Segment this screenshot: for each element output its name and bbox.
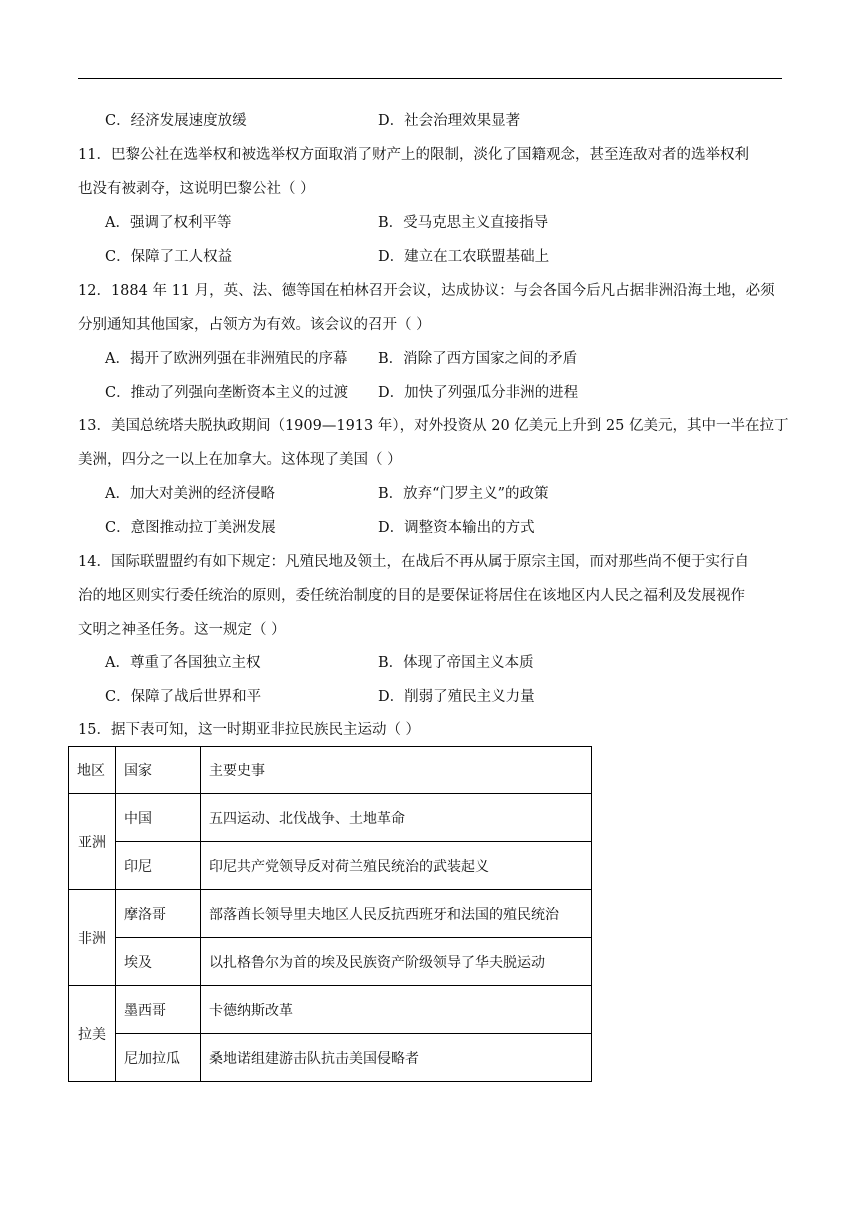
event-cell: 五四运动、北伐战争、土地革命 [201,794,592,842]
q11-option-c[interactable]: C．保障了工人权益 [105,249,233,265]
q13-stem-line2: 美洲，四分之一以上在加拿大。这体现了美国（ ） [78,452,402,468]
header-rule [78,78,782,79]
header-events: 主要史事 [201,747,592,794]
event-cell: 桑地诺组建游击队抗击美国侵略者 [201,1034,592,1082]
country-cell: 印尼 [116,842,201,890]
q11-option-a[interactable]: A．强调了权利平等 [105,215,232,231]
q13-option-b[interactable]: B．放弃“门罗主义”的政策 [378,486,549,502]
q12-stem-line2: 分别通知其他国家，占领方为有效。该会议的召开（ ） [78,317,431,333]
country-cell: 中国 [116,794,201,842]
q10-option-d[interactable]: D．社会治理效果显著 [378,113,521,129]
movements-table [68,746,592,1082]
table-row [69,1034,592,1082]
header-country: 国家 [116,747,201,794]
q12-option-a[interactable]: A．揭开了欧洲列强在非洲殖民的序幕 [105,351,348,367]
q14-option-b[interactable]: B．体现了帝国主义本质 [378,655,534,671]
q13-stem-line1: 13．美国总统塔夫脱执政期间（1909—1913 年），对外投资从 20 亿美元上升到 25 亿美元，其中一半在拉丁 [78,418,789,434]
table-row [69,890,592,938]
country-cell: 墨西哥 [116,986,201,1034]
event-cell: 卡德纳斯改革 [201,986,592,1034]
q12-stem-line1: 12．1884 年 11 月，英、法、德等国在柏林召开会议，达成协议：与会各国今后凡占据非洲沿海土地，必须 [78,283,775,299]
region-cell-latin-america: 拉美 [69,986,116,1082]
q12-option-c[interactable]: C．推动了列强向垄断资本主义的过渡 [105,385,349,401]
q11-stem-line2: 也没有被剥夺，这说明巴黎公社（ ） [78,181,315,197]
q14-stem-line3: 文明之神圣任务。这一规定（ ） [78,622,286,638]
table-row [69,794,592,842]
q11-stem-line1: 11．巴黎公社在选举权和被选举权方面取消了财产上的限制，淡化了国籍观念，甚至连敌对者的选举权利 [78,147,749,163]
q14-option-a[interactable]: A．尊重了各国独立主权 [105,655,261,671]
q12-option-d[interactable]: D．加快了列强瓜分非洲的进程 [378,385,579,401]
q14-option-c[interactable]: C．保障了战后世界和平 [105,689,262,705]
q15-stem: 15．据下表可知，这一时期亚非拉民族民主运动（ ） [78,722,421,738]
q14-stem-line2: 治的地区则实行委任统治的原则，委任统治制度的目的是要保证将居住在该地区内人民之福利及发展视作 [78,588,745,604]
region-cell-africa: 非洲 [69,890,116,986]
country-cell: 尼加拉瓜 [116,1034,201,1082]
q11-option-d[interactable]: D．建立在工农联盟基础上 [378,249,550,265]
table-row [69,842,592,890]
event-cell: 部落酋长领导里夫地区人民反抗西班牙和法国的殖民统治 [201,890,592,938]
event-cell: 印尼共产党领导反对荷兰殖民统治的武装起义 [201,842,592,890]
region-cell-asia: 亚洲 [69,794,116,890]
event-cell: 以扎格鲁尔为首的埃及民族资产阶级领导了华夫脱运动 [201,938,592,986]
country-cell: 埃及 [116,938,201,986]
q13-option-a[interactable]: A．加大对美洲的经济侵略 [105,486,275,502]
q11-option-b[interactable]: B．受马克思主义直接指导 [378,215,549,231]
q14-stem-line1: 14．国际联盟盟约有如下规定：凡殖民地及领土，在战后不再从属于原宗主国，而对那些尚不便于实行自 [78,554,749,570]
header-region: 地区 [69,747,116,794]
q12-option-b[interactable]: B．消除了西方国家之间的矛盾 [378,351,578,367]
q14-option-d[interactable]: D．削弱了殖民主义力量 [378,689,535,705]
q13-option-d[interactable]: D．调整资本输出的方式 [378,520,535,536]
country-cell: 摩洛哥 [116,890,201,938]
q10-option-c[interactable]: C．经济发展速度放缓 [105,113,247,129]
table-header-row [69,747,592,794]
table-row [69,986,592,1034]
q13-option-c[interactable]: C．意图推动拉丁美洲发展 [105,520,276,536]
table-row [69,938,592,986]
